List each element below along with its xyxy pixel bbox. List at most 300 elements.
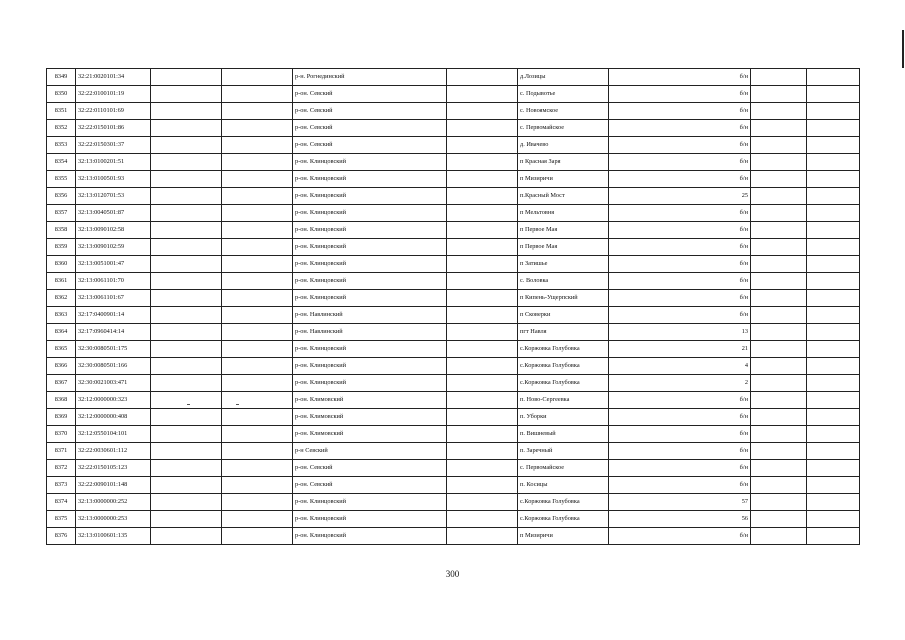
- table-row: [47, 341, 860, 358]
- cell-record-number: 8372: [47, 460, 76, 477]
- cell-empty: [447, 239, 518, 256]
- cell-cadastral-number: 32:22:0110101:69: [76, 103, 151, 120]
- cell-house-number: 2: [609, 375, 751, 392]
- cell-empty: [447, 528, 518, 545]
- cell-cadastral-number: 32:13:0061101:67: [76, 290, 151, 307]
- cell-empty: [751, 341, 807, 358]
- cell-empty: [151, 341, 222, 358]
- table-row: [47, 324, 860, 341]
- cell-locality: п Мизиричи: [518, 528, 609, 545]
- table-row: [47, 256, 860, 273]
- cell-record-number: 8375: [47, 511, 76, 528]
- cell-empty: [807, 511, 860, 528]
- cell-empty: [222, 392, 293, 409]
- table-row: [47, 69, 860, 86]
- cell-empty: [447, 494, 518, 511]
- cell-empty: [807, 443, 860, 460]
- cell-empty: [751, 307, 807, 324]
- cell-empty: [447, 443, 518, 460]
- cell-cadastral-number: 32:13:0100201:51: [76, 154, 151, 171]
- cell-district: р-он. Навлинский: [293, 307, 447, 324]
- cell-house-number: б/н: [609, 69, 751, 86]
- cell-empty: [151, 324, 222, 341]
- cell-house-number: б/н: [609, 528, 751, 545]
- cell-district: р-он. Клинцовский: [293, 528, 447, 545]
- cell-house-number: б/н: [609, 137, 751, 154]
- cell-empty: [751, 460, 807, 477]
- cell-district: р-он. Клинцовский: [293, 511, 447, 528]
- table-row: [47, 392, 860, 409]
- cell-cadastral-number: 32:12:0000000:408: [76, 409, 151, 426]
- cell-empty: [447, 341, 518, 358]
- table-row: [47, 375, 860, 392]
- cell-cadastral-number: 32:22:0030601:112: [76, 443, 151, 460]
- cell-cadastral-number: 32:30:0021003:471: [76, 375, 151, 392]
- table-row: [47, 460, 860, 477]
- cell-empty: [807, 103, 860, 120]
- cell-empty: [151, 120, 222, 137]
- cell-locality: п Мельтовня: [518, 205, 609, 222]
- cell-empty: [222, 154, 293, 171]
- scan-speck: [236, 404, 239, 405]
- cell-empty: [151, 154, 222, 171]
- cell-cadastral-number: 32:13:0040501:87: [76, 205, 151, 222]
- cell-locality: д.Лозицы: [518, 69, 609, 86]
- cell-empty: [447, 137, 518, 154]
- cell-locality: п. Заречный: [518, 443, 609, 460]
- cell-empty: [751, 239, 807, 256]
- cell-locality: с. Первомайское: [518, 120, 609, 137]
- cell-empty: [751, 222, 807, 239]
- cell-empty: [447, 154, 518, 171]
- cell-locality: д. Ивачево: [518, 137, 609, 154]
- cell-cadastral-number: 32:22:0090101:148: [76, 477, 151, 494]
- cell-empty: [751, 103, 807, 120]
- cell-locality: п.Красный Мост: [518, 188, 609, 205]
- cell-house-number: 56: [609, 511, 751, 528]
- cell-empty: [222, 120, 293, 137]
- cell-empty: [807, 86, 860, 103]
- cell-district: р-он. Севский: [293, 460, 447, 477]
- cell-record-number: 8350: [47, 86, 76, 103]
- cell-empty: [807, 358, 860, 375]
- cell-empty: [222, 222, 293, 239]
- cell-cadastral-number: 32:12:0550104:101: [76, 426, 151, 443]
- cell-house-number: 57: [609, 494, 751, 511]
- cell-record-number: 8361: [47, 273, 76, 290]
- cell-empty: [222, 443, 293, 460]
- cell-locality: с.Коржовка Голубовка: [518, 358, 609, 375]
- cell-record-number: 8354: [47, 154, 76, 171]
- cell-record-number: 8349: [47, 69, 76, 86]
- table-row: [47, 205, 860, 222]
- cell-record-number: 8358: [47, 222, 76, 239]
- cell-district: р-он. Клинцовский: [293, 375, 447, 392]
- cell-empty: [751, 409, 807, 426]
- cell-empty: [447, 290, 518, 307]
- registry-table-body: [47, 69, 860, 545]
- cell-cadastral-number: 32:13:0051001:47: [76, 256, 151, 273]
- cell-house-number: б/н: [609, 409, 751, 426]
- cell-record-number: 8356: [47, 188, 76, 205]
- cell-district: р-н Севский: [293, 443, 447, 460]
- cell-empty: [151, 222, 222, 239]
- cell-empty: [151, 477, 222, 494]
- cell-empty: [151, 375, 222, 392]
- cell-empty: [151, 358, 222, 375]
- cell-record-number: 8352: [47, 120, 76, 137]
- cell-empty: [222, 511, 293, 528]
- cell-empty: [751, 137, 807, 154]
- cell-house-number: б/н: [609, 443, 751, 460]
- cell-empty: [222, 171, 293, 188]
- scan-edge-mark: [902, 30, 904, 68]
- cell-record-number: 8365: [47, 341, 76, 358]
- cell-district: р-он. Клинцовский: [293, 171, 447, 188]
- cell-empty: [222, 239, 293, 256]
- cell-empty: [807, 69, 860, 86]
- cell-empty: [447, 392, 518, 409]
- cell-empty: [447, 477, 518, 494]
- cell-empty: [751, 69, 807, 86]
- table-row: [47, 171, 860, 188]
- cell-empty: [222, 409, 293, 426]
- cell-district: р-он. Клинцовский: [293, 256, 447, 273]
- cell-empty: [222, 188, 293, 205]
- cell-empty: [222, 358, 293, 375]
- cell-empty: [447, 69, 518, 86]
- cell-locality: п Кипень-Ущерпский: [518, 290, 609, 307]
- cell-empty: [222, 528, 293, 545]
- cell-empty: [807, 307, 860, 324]
- cell-empty: [222, 494, 293, 511]
- cell-cadastral-number: 32:13:0090102:59: [76, 239, 151, 256]
- cell-district: р-он. Клинцовский: [293, 494, 447, 511]
- cell-house-number: б/н: [609, 120, 751, 137]
- cell-empty: [807, 494, 860, 511]
- cell-record-number: 8376: [47, 528, 76, 545]
- cell-house-number: б/н: [609, 273, 751, 290]
- cell-empty: [807, 239, 860, 256]
- cell-district: р-он. Клинцовский: [293, 290, 447, 307]
- cell-empty: [751, 188, 807, 205]
- cell-empty: [751, 273, 807, 290]
- cell-empty: [151, 511, 222, 528]
- cell-empty: [807, 171, 860, 188]
- cell-record-number: 8360: [47, 256, 76, 273]
- cell-record-number: 8355: [47, 171, 76, 188]
- cell-empty: [151, 392, 222, 409]
- cell-empty: [447, 426, 518, 443]
- cell-empty: [807, 477, 860, 494]
- cell-locality: п Первое Мая: [518, 239, 609, 256]
- cell-empty: [222, 205, 293, 222]
- table-row: [47, 154, 860, 171]
- cell-locality: п Красная Заря: [518, 154, 609, 171]
- cell-empty: [447, 222, 518, 239]
- cell-empty: [751, 256, 807, 273]
- cell-empty: [751, 426, 807, 443]
- cell-record-number: 8359: [47, 239, 76, 256]
- cell-record-number: 8367: [47, 375, 76, 392]
- table-row: [47, 290, 860, 307]
- cell-empty: [222, 137, 293, 154]
- table-row: [47, 409, 860, 426]
- cell-district: р-он. Клинцовский: [293, 239, 447, 256]
- table-row: [47, 188, 860, 205]
- cell-empty: [807, 188, 860, 205]
- cell-empty: [151, 205, 222, 222]
- cell-locality: п. Косицы: [518, 477, 609, 494]
- cell-district: р-он. Севский: [293, 120, 447, 137]
- cell-house-number: б/н: [609, 290, 751, 307]
- cell-locality: пгт Навля: [518, 324, 609, 341]
- cell-record-number: 8351: [47, 103, 76, 120]
- registry-table: [46, 68, 860, 545]
- cell-empty: [751, 120, 807, 137]
- cell-district: р-он. Климовский: [293, 392, 447, 409]
- cell-empty: [751, 290, 807, 307]
- cell-house-number: б/н: [609, 205, 751, 222]
- cell-empty: [751, 205, 807, 222]
- cell-empty: [151, 409, 222, 426]
- cell-empty: [151, 426, 222, 443]
- cell-empty: [447, 171, 518, 188]
- scan-speck: [187, 404, 190, 405]
- cell-record-number: 8362: [47, 290, 76, 307]
- cell-house-number: б/н: [609, 392, 751, 409]
- cell-cadastral-number: 32:22:0100101:19: [76, 86, 151, 103]
- cell-empty: [751, 392, 807, 409]
- cell-house-number: б/н: [609, 171, 751, 188]
- cell-empty: [222, 290, 293, 307]
- table-row: [47, 86, 860, 103]
- cell-house-number: б/н: [609, 154, 751, 171]
- cell-empty: [151, 69, 222, 86]
- cell-empty: [151, 443, 222, 460]
- cell-empty: [807, 290, 860, 307]
- cell-cadastral-number: 32:13:0000000:252: [76, 494, 151, 511]
- cell-record-number: 8368: [47, 392, 76, 409]
- cell-empty: [751, 86, 807, 103]
- cell-record-number: 8353: [47, 137, 76, 154]
- cell-record-number: 8357: [47, 205, 76, 222]
- cell-house-number: б/н: [609, 307, 751, 324]
- cell-cadastral-number: 32:13:0100501:93: [76, 171, 151, 188]
- cell-cadastral-number: 32:13:0090102:58: [76, 222, 151, 239]
- cell-cadastral-number: 32:13:0120701:53: [76, 188, 151, 205]
- cell-locality: п Сковерки: [518, 307, 609, 324]
- cell-empty: [751, 324, 807, 341]
- cell-district: р-он. Клинцовский: [293, 188, 447, 205]
- cell-empty: [151, 494, 222, 511]
- cell-empty: [447, 409, 518, 426]
- cell-empty: [222, 307, 293, 324]
- cell-cadastral-number: 32:22:0150301:37: [76, 137, 151, 154]
- cell-cadastral-number: 32:22:0150101:86: [76, 120, 151, 137]
- cell-district: р-он. Клинцовский: [293, 205, 447, 222]
- cell-empty: [751, 171, 807, 188]
- cell-district: р-он. Севский: [293, 103, 447, 120]
- table-row: [47, 103, 860, 120]
- cell-empty: [222, 477, 293, 494]
- cell-district: р-он. Клинцовский: [293, 273, 447, 290]
- cell-locality: с. Воловка: [518, 273, 609, 290]
- cell-cadastral-number: 32:13:0061101:70: [76, 273, 151, 290]
- cell-locality: с. Новоямское: [518, 103, 609, 120]
- cell-house-number: б/н: [609, 256, 751, 273]
- cell-empty: [222, 375, 293, 392]
- cell-record-number: 8373: [47, 477, 76, 494]
- cell-house-number: б/н: [609, 460, 751, 477]
- cell-cadastral-number: 32:17:0400901:14: [76, 307, 151, 324]
- cell-house-number: б/н: [609, 477, 751, 494]
- cell-empty: [807, 120, 860, 137]
- cell-empty: [447, 324, 518, 341]
- cell-empty: [222, 426, 293, 443]
- cell-locality: п. Уборки: [518, 409, 609, 426]
- cell-empty: [222, 256, 293, 273]
- cell-record-number: 8364: [47, 324, 76, 341]
- table-row: [47, 426, 860, 443]
- cell-empty: [447, 256, 518, 273]
- cell-district: р-он. Климовский: [293, 409, 447, 426]
- cell-house-number: б/н: [609, 222, 751, 239]
- cell-cadastral-number: 32:17:0960414:14: [76, 324, 151, 341]
- cell-locality: п. Ново-Сергеевка: [518, 392, 609, 409]
- cell-empty: [222, 460, 293, 477]
- table-row: [47, 443, 860, 460]
- cell-cadastral-number: 32:21:0020101:34: [76, 69, 151, 86]
- cell-empty: [751, 494, 807, 511]
- cell-empty: [807, 460, 860, 477]
- cell-locality: с. Подывотье: [518, 86, 609, 103]
- cell-district: р-он. Навлинский: [293, 324, 447, 341]
- cell-empty: [807, 205, 860, 222]
- cell-empty: [222, 103, 293, 120]
- cell-empty: [447, 120, 518, 137]
- cell-locality: п Затишье: [518, 256, 609, 273]
- cell-empty: [807, 426, 860, 443]
- cell-empty: [151, 290, 222, 307]
- cell-district: р-он. Севский: [293, 137, 447, 154]
- cell-empty: [447, 358, 518, 375]
- cell-empty: [447, 103, 518, 120]
- table-row: [47, 273, 860, 290]
- cell-record-number: 8369: [47, 409, 76, 426]
- cell-empty: [151, 239, 222, 256]
- cell-locality: с.Коржовка Голубовка: [518, 341, 609, 358]
- cell-empty: [222, 341, 293, 358]
- cell-house-number: 25: [609, 188, 751, 205]
- cell-empty: [151, 103, 222, 120]
- cell-locality: с. Первомайское: [518, 460, 609, 477]
- cell-district: р-он. Клинцовский: [293, 154, 447, 171]
- cell-cadastral-number: 32:13:0000000:253: [76, 511, 151, 528]
- cell-cadastral-number: 32:30:0080501:166: [76, 358, 151, 375]
- cell-house-number: 4: [609, 358, 751, 375]
- cell-empty: [751, 154, 807, 171]
- cell-empty: [807, 341, 860, 358]
- table-row: [47, 528, 860, 545]
- cell-empty: [151, 256, 222, 273]
- cell-empty: [807, 324, 860, 341]
- cell-empty: [222, 69, 293, 86]
- table-row: [47, 511, 860, 528]
- cell-empty: [151, 171, 222, 188]
- cell-house-number: 21: [609, 341, 751, 358]
- cell-locality: п Мизиричи: [518, 171, 609, 188]
- cell-cadastral-number: 32:22:0150105:123: [76, 460, 151, 477]
- cell-empty: [807, 256, 860, 273]
- table-row: [47, 307, 860, 324]
- cell-record-number: 8374: [47, 494, 76, 511]
- cell-cadastral-number: 32:30:0080501:175: [76, 341, 151, 358]
- table-row: [47, 477, 860, 494]
- cell-empty: [807, 137, 860, 154]
- cell-empty: [151, 528, 222, 545]
- cell-district: р-он. Клинцовский: [293, 358, 447, 375]
- cell-house-number: б/н: [609, 103, 751, 120]
- cell-locality: с.Коржовка Голубовка: [518, 494, 609, 511]
- cell-district: р-он. Клинцовский: [293, 341, 447, 358]
- table-row: [47, 239, 860, 256]
- cell-locality: п. Вишневый: [518, 426, 609, 443]
- cell-empty: [151, 307, 222, 324]
- cell-empty: [447, 273, 518, 290]
- cell-empty: [447, 511, 518, 528]
- cell-district: р-н. Рогнединский: [293, 69, 447, 86]
- cell-locality: с.Коржовка Голубовка: [518, 375, 609, 392]
- cell-empty: [807, 222, 860, 239]
- table-row: [47, 222, 860, 239]
- cell-empty: [447, 188, 518, 205]
- cell-cadastral-number: 32:13:0100601:135: [76, 528, 151, 545]
- cell-district: р-он. Клинцовский: [293, 222, 447, 239]
- cell-empty: [447, 375, 518, 392]
- table-row: [47, 494, 860, 511]
- cell-empty: [807, 392, 860, 409]
- cell-empty: [151, 86, 222, 103]
- cell-empty: [751, 375, 807, 392]
- table-row: [47, 358, 860, 375]
- cell-locality: п Первое Мая: [518, 222, 609, 239]
- cell-record-number: 8370: [47, 426, 76, 443]
- cell-house-number: б/н: [609, 426, 751, 443]
- cell-empty: [751, 443, 807, 460]
- cell-house-number: б/н: [609, 86, 751, 103]
- cell-empty: [447, 460, 518, 477]
- cell-empty: [151, 460, 222, 477]
- cell-record-number: 8363: [47, 307, 76, 324]
- cell-empty: [447, 307, 518, 324]
- cell-record-number: 8371: [47, 443, 76, 460]
- cell-empty: [807, 273, 860, 290]
- cell-empty: [807, 154, 860, 171]
- cell-empty: [447, 86, 518, 103]
- cell-empty: [807, 528, 860, 545]
- cell-house-number: б/н: [609, 239, 751, 256]
- cell-empty: [751, 528, 807, 545]
- cell-empty: [807, 409, 860, 426]
- cell-locality: с.Коржовка Голубовка: [518, 511, 609, 528]
- table-row: [47, 120, 860, 137]
- cell-empty: [807, 375, 860, 392]
- page-number: 300: [445, 569, 460, 579]
- table-row: [47, 137, 860, 154]
- cell-empty: [222, 273, 293, 290]
- cell-record-number: 8366: [47, 358, 76, 375]
